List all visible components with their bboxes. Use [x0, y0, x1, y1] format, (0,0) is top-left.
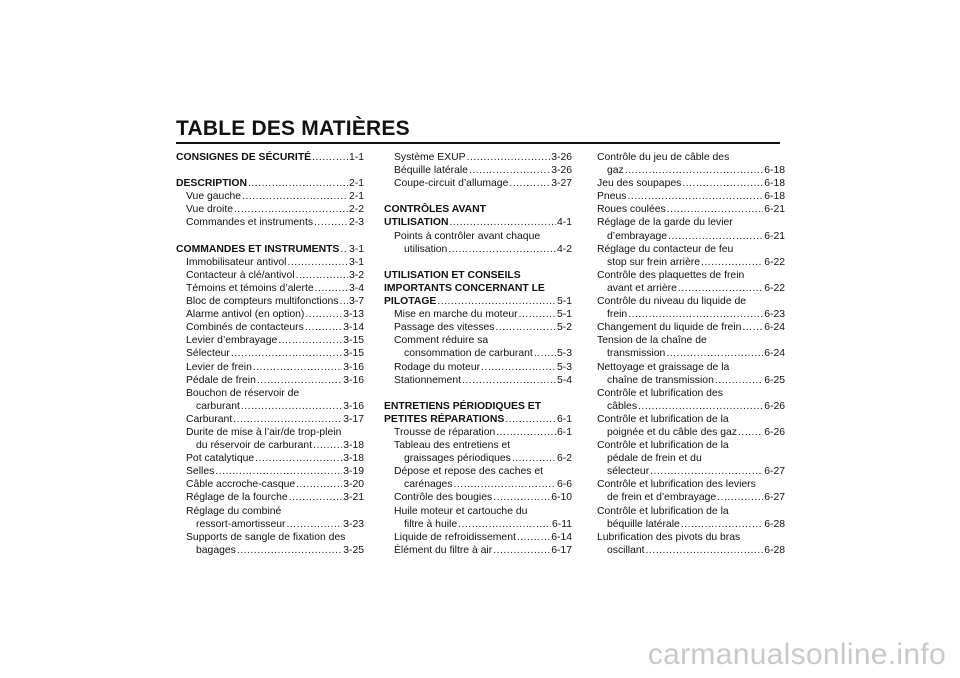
toc-entry-title: Selles [186, 466, 215, 478]
dot-leader [449, 216, 556, 229]
toc-entry-title: poignée et du câble des gaz [607, 426, 737, 438]
toc-entry-title-line: Durite de mise à l’air/de trop-plein [186, 426, 342, 438]
dot-leader [296, 478, 342, 491]
toc-entry[interactable] [176, 203, 364, 216]
toc-entry-title: chaîne de transmission [607, 374, 714, 386]
toc-entry[interactable] [384, 465, 572, 491]
toc-entry[interactable] [384, 544, 572, 557]
toc-entry[interactable] [384, 308, 572, 321]
dot-leader [493, 544, 550, 557]
toc-page-number: 6-22 [764, 282, 785, 294]
toc-entry[interactable] [176, 374, 364, 387]
toc-entry[interactable] [384, 361, 572, 374]
toc-entry-title-line: Contrôle et lubrification des leviers [597, 479, 756, 491]
toc-entry[interactable] [176, 387, 364, 413]
toc-page-number: 6-27 [764, 492, 785, 504]
toc-entry[interactable] [384, 491, 572, 504]
toc-entry[interactable] [597, 361, 785, 387]
dot-leader [517, 531, 550, 544]
toc-page-number: 3-18 [343, 453, 364, 465]
dot-leader [296, 269, 348, 282]
toc-page-number: 6-24 [764, 322, 785, 334]
dot-leader [668, 230, 763, 243]
toc-entry-title: oscillant [607, 544, 645, 556]
dot-leader [519, 308, 556, 321]
toc-entry[interactable] [597, 190, 785, 203]
toc-entry[interactable] [597, 295, 785, 321]
dot-leader [242, 190, 348, 203]
toc-page-number: 6-18 [764, 191, 785, 203]
toc-section-entry[interactable] [384, 203, 572, 229]
toc-entry-title: Commandes et instruments [186, 217, 314, 229]
toc-entry[interactable] [384, 505, 572, 531]
toc-entry-title: transmission [607, 348, 666, 360]
toc-entry-title: Câble accroche-casque [186, 479, 296, 491]
toc-entry-title-line: Tension de la chaîne de [597, 335, 707, 347]
dot-leader [701, 256, 763, 269]
toc-entry-title-line: Contrôle du niveau du liquide de [597, 296, 747, 308]
toc-entry[interactable] [176, 361, 364, 374]
toc-entry[interactable] [176, 295, 364, 308]
toc-entry[interactable] [176, 478, 364, 491]
toc-entry[interactable] [597, 531, 785, 557]
toc-page-number: 3-1 [348, 243, 364, 255]
toc-page-number: 3-4 [348, 282, 364, 294]
dot-leader [667, 203, 763, 216]
toc-entry-title: carburant [196, 400, 240, 412]
toc-page-number: 3-15 [343, 348, 364, 360]
toc-spacer [176, 164, 364, 177]
toc-entry-title: Système EXUP [394, 152, 466, 163]
toc-entry-title: filtre à huile [404, 518, 458, 530]
dot-leader [678, 282, 763, 295]
toc-page-number: 6-24 [764, 348, 785, 360]
toc-page-number: 6-28 [764, 544, 785, 556]
toc-entry[interactable] [597, 321, 785, 334]
toc-page-number: 4-2 [556, 243, 572, 255]
toc-page-number: 6-21 [764, 204, 785, 216]
toc-entry[interactable] [176, 426, 364, 452]
dot-leader [241, 400, 342, 413]
toc-page-number: 3-14 [343, 322, 364, 334]
toc-entry-title: Contrôle des bougies [394, 492, 493, 504]
toc-entry[interactable] [176, 190, 364, 203]
toc-page-number: 6-23 [764, 309, 785, 321]
dot-leader [717, 491, 763, 504]
toc-section-entry[interactable] [384, 400, 572, 426]
toc-entry-title: Sélecteur [186, 348, 230, 360]
toc-entry[interactable] [176, 505, 364, 531]
toc-entry[interactable] [384, 164, 572, 177]
toc-page-number: 6-17 [551, 544, 572, 556]
toc-page-number: 6-18 [764, 165, 785, 177]
dot-leader [234, 203, 348, 216]
dot-leader [682, 177, 763, 190]
toc-entry-title-line: Contrôle du jeu de câble des [597, 152, 730, 163]
toc-page-number: 3-25 [343, 544, 364, 556]
toc-entry-title: CONSIGNES DE SÉCURITÉ [176, 152, 312, 163]
toc-page-number: 5-4 [556, 374, 572, 386]
dot-leader [481, 361, 556, 374]
toc-entry-title-line: Dépose et repose des caches et [394, 466, 544, 478]
toc-entry-title: frein [607, 309, 628, 321]
toc-page-number: 6-25 [764, 374, 785, 386]
toc-entry-title-line: pédale de frein et du [607, 453, 702, 465]
toc-entry-title: Coupe-circuit d’allumage [394, 178, 509, 190]
dot-leader [681, 518, 763, 531]
toc-entry-title-line: Comment réduire sa [394, 335, 489, 347]
dot-leader [509, 177, 550, 190]
toc-page-number: 3-16 [343, 400, 364, 412]
toc-page-number: 3-15 [343, 335, 364, 347]
toc-entry-title: graissages périodiques [404, 453, 511, 465]
toc-page-number: 6-28 [764, 518, 785, 530]
toc-page-number: 6-1 [556, 426, 572, 438]
toc-entry-title: PETITES RÉPARATIONS [384, 413, 505, 425]
toc-entry-title: sélecteur [607, 466, 650, 478]
toc-page-number: 3-7 [348, 296, 364, 308]
toc-page-number: 6-6 [556, 479, 572, 491]
toc-entry[interactable] [176, 491, 364, 504]
toc-entry-title: Stationnement [394, 374, 462, 386]
dot-leader [305, 321, 342, 334]
toc-entry-title-line: ENTRETIENS PÉRIODIQUES ET [384, 400, 542, 412]
toc-page-number: 3-1 [348, 256, 364, 268]
dot-leader [313, 439, 342, 452]
toc-page-number: 2-2 [348, 204, 364, 216]
toc-entry[interactable] [384, 426, 572, 439]
toc-page-number: 3-19 [343, 466, 364, 478]
dot-leader [305, 308, 342, 321]
toc-page-number: 3-2 [348, 269, 364, 281]
toc-entry-title: Mise en marche du moteur [394, 309, 518, 321]
toc-entry-title: du réservoir de carburant [196, 440, 313, 452]
toc-entry-title: avant et arrière [607, 282, 677, 294]
toc-entry[interactable] [176, 413, 364, 426]
toc-entry[interactable] [384, 439, 572, 465]
toc-page-number: 2-1 [348, 178, 364, 190]
toc-entry[interactable] [597, 439, 785, 478]
dot-leader [496, 426, 556, 439]
dot-leader [512, 452, 556, 465]
toc-entry-title-line: Lubrification des pivots du bras [597, 531, 741, 543]
toc-page-number: 6-21 [764, 230, 785, 242]
dot-leader [255, 452, 342, 465]
toc-section-entry[interactable] [176, 243, 364, 256]
dot-leader [437, 295, 556, 308]
toc-entry-title: Levier d’embrayage [186, 335, 278, 347]
watermark: carmanualsonline.info [647, 638, 946, 671]
toc-spacer [384, 387, 572, 400]
dot-leader [467, 151, 551, 164]
toc-entry-title-line: Huile moteur et cartouche du [394, 505, 528, 517]
toc-entry-title: ressort-amortisseur [196, 518, 286, 530]
dot-leader [215, 465, 342, 478]
toc-page-number: 3-18 [343, 440, 364, 452]
toc-page-number: 6-11 [551, 518, 572, 530]
dot-leader [454, 478, 556, 491]
toc-entry-title: Alarme antivol (en option) [186, 309, 305, 321]
dot-leader [287, 256, 347, 269]
toc-column-1 [176, 151, 364, 557]
toc-page-number: 4-1 [556, 217, 572, 229]
toc-entry-title-line: Réglage de la garde du levier [597, 217, 733, 229]
toc-entry-title: Trousse de réparation [394, 426, 496, 438]
toc-page-number: 6-14 [551, 531, 572, 543]
toc-page-number: 6-27 [764, 466, 785, 478]
toc-entry-title: Contacteur à clé/antivol [186, 269, 295, 281]
toc-entry[interactable] [597, 387, 785, 413]
toc-entry-title: Levier de frein [186, 361, 252, 373]
dot-leader [257, 374, 342, 387]
toc-entry-title-line: Contrôle et lubrification de la [597, 413, 729, 425]
dot-leader [448, 243, 556, 256]
toc-page-number: 2-3 [348, 217, 364, 229]
toc-entry-title: Passage des vitesses [394, 322, 495, 334]
toc-entry-title: gaz [607, 165, 624, 177]
dot-leader [233, 413, 342, 426]
dot-leader [638, 400, 763, 413]
toc-entry[interactable] [384, 230, 572, 256]
toc-entry-title: Carburant [186, 413, 233, 425]
toc-entry-title: Pot catalytique [186, 453, 255, 465]
toc-page-number: 3-27 [551, 178, 572, 190]
toc-entry-title: Pneus [597, 191, 627, 203]
toc-entry[interactable] [176, 308, 364, 321]
dot-leader [715, 374, 763, 387]
toc-entry-title: Réglage de la fourche [186, 492, 288, 504]
toc-entry[interactable] [597, 243, 785, 269]
toc-entry[interactable] [597, 203, 785, 216]
toc-page-number: 6-22 [764, 256, 785, 268]
toc-entry-title: Élément du filtre à air [394, 544, 493, 556]
toc-entry-title: béquille latérale [607, 518, 680, 530]
toc-page-number: 5-2 [556, 322, 572, 334]
toc-entry-title: Rodage du moteur [394, 361, 481, 373]
toc-entry-title: Béquille latérale [394, 165, 468, 177]
toc-entry[interactable] [176, 465, 364, 478]
title-rule [176, 142, 780, 144]
toc-entry[interactable] [597, 177, 785, 190]
toc-entry-title: utilisation [404, 243, 448, 255]
toc-page-number: 6-26 [764, 426, 785, 438]
toc-column-2 [384, 151, 572, 557]
toc-entry-title: Roues coulées [597, 204, 666, 216]
dot-leader [312, 151, 348, 164]
dot-leader [628, 308, 763, 321]
toc-entry[interactable] [597, 505, 785, 531]
dot-leader [287, 518, 343, 531]
toc-entry[interactable] [176, 282, 364, 295]
toc-entry[interactable] [597, 413, 785, 439]
toc-entry-title: bagages [196, 544, 236, 556]
toc-entry-title: Vue droite [186, 204, 233, 216]
toc-entry[interactable] [597, 216, 785, 242]
toc-entry-title-line: CONTRÔLES AVANT [384, 204, 486, 216]
toc-entry-title-line: Bouchon de réservoir de [186, 387, 300, 399]
toc-entry-title: Bloc de compteurs multifonctions [186, 296, 339, 308]
toc-column-3 [597, 151, 785, 557]
toc-entry-title: Témoins et témoins d’alerte [186, 282, 314, 294]
dot-leader [627, 190, 763, 203]
toc-page-number: 5-1 [556, 296, 572, 308]
toc-page-number: 1-1 [348, 152, 364, 163]
dot-leader [625, 164, 763, 177]
dot-leader [505, 413, 556, 426]
toc-spacer [176, 230, 364, 243]
dot-leader [650, 465, 763, 478]
dot-leader [314, 216, 348, 229]
toc-entry[interactable] [176, 256, 364, 269]
page-title: TABLE DES MATIÈRES [176, 117, 410, 140]
dot-leader [253, 361, 342, 374]
toc-section-entry[interactable] [384, 269, 572, 308]
toc-page-number: 5-3 [556, 348, 572, 360]
toc-entry-title-line: Contrôle et lubrification des [597, 387, 723, 399]
dot-leader [646, 544, 764, 557]
toc-entry[interactable] [597, 334, 785, 360]
toc-entry-title: consommation de carburant [404, 348, 533, 360]
toc-entry-title-line: Nettoyage et graissage de la [597, 361, 730, 373]
toc-entry-title: Combinés de contacteurs [186, 322, 304, 334]
toc-entry[interactable] [176, 269, 364, 282]
dot-leader [462, 374, 556, 387]
dot-leader [315, 282, 348, 295]
toc-page-number: 3-17 [343, 413, 364, 425]
toc-entry[interactable] [384, 321, 572, 334]
toc-page-number: 6-2 [556, 453, 572, 465]
toc-page-number: 3-26 [551, 152, 572, 163]
dot-leader [666, 347, 763, 360]
toc-entry[interactable] [384, 531, 572, 544]
dot-leader [248, 177, 348, 190]
toc-page-number: 3-16 [343, 374, 364, 386]
toc-entry[interactable] [176, 321, 364, 334]
dot-leader [278, 334, 342, 347]
toc-page-number: 2-1 [348, 191, 364, 203]
toc-entry-title: Immobilisateur antivol [186, 256, 287, 268]
toc-entry-title: Jeu des soupapes [597, 178, 682, 190]
toc-spacer [384, 256, 572, 269]
toc-page-number: 3-13 [343, 309, 364, 321]
toc-entry-title-line: Supports de sangle de fixation des [186, 531, 346, 543]
dot-leader [469, 164, 550, 177]
toc-entry[interactable] [176, 531, 364, 557]
toc-page-number: 3-26 [551, 165, 572, 177]
toc-entry[interactable] [176, 347, 364, 360]
toc-entry-title-line: Contrôle des plaquettes de frein [597, 269, 745, 281]
toc-page-number: 6-10 [551, 492, 572, 504]
toc-entry[interactable] [176, 216, 364, 229]
toc-page-number: 3-23 [343, 518, 364, 530]
dot-leader [231, 347, 342, 360]
toc-section-entry[interactable] [176, 151, 364, 164]
dot-leader [340, 243, 348, 256]
toc-entry-title: Changement du liquide de frein [597, 322, 742, 334]
dot-leader [237, 544, 342, 557]
toc-page-number: 6-18 [764, 178, 785, 190]
toc-entry-title-line: Contrôle et lubrification de la [597, 505, 729, 517]
toc-entry-title: PILOTAGE [384, 296, 437, 308]
toc-entry-title-line: Réglage du combiné [186, 505, 282, 517]
toc-entry-title: Vue gauche [186, 191, 242, 203]
toc-entry-title-line: IMPORTANTS CONCERNANT LE [384, 282, 545, 294]
toc-entry[interactable] [384, 334, 572, 360]
toc-page-number: 5-1 [556, 309, 572, 321]
toc-spacer [384, 190, 572, 203]
toc-entry-title-line: UTILISATION ET CONSEILS [384, 269, 521, 281]
dot-leader [458, 518, 551, 531]
dot-leader [339, 295, 348, 308]
toc-entry-title: câbles [607, 400, 638, 412]
toc-page-number: 3-21 [343, 492, 364, 504]
toc-entry[interactable] [597, 269, 785, 295]
toc-entry-title-line: Tableau des entretiens et [394, 440, 511, 452]
toc-entry[interactable] [597, 151, 785, 177]
toc-entry-title: d’embrayage [607, 230, 668, 242]
dot-leader [289, 491, 343, 504]
toc-entry-title: DESCRIPTION [176, 178, 248, 190]
dot-leader [742, 321, 763, 334]
toc-page-number: 3-16 [343, 361, 364, 373]
toc-entry-title: carénages [404, 479, 453, 491]
toc-entry[interactable] [384, 177, 572, 190]
toc-entry-title-line: Réglage du contacteur de feu [597, 243, 734, 255]
toc-entry[interactable] [176, 334, 364, 347]
dot-leader [534, 347, 556, 360]
toc-entry-title: Liquide de refroidissement [394, 531, 516, 543]
toc-entry-title-line: Points à contrôler avant chaque [394, 230, 541, 242]
toc-entry-title: UTILISATION [384, 217, 449, 229]
toc-entry[interactable] [597, 478, 785, 504]
dot-leader [496, 321, 556, 334]
toc-entry-title: Pédale de frein [186, 374, 256, 386]
toc-entry[interactable] [384, 151, 572, 164]
toc-section-entry[interactable] [176, 177, 364, 190]
toc-entry-title-line: Contrôle et lubrification de la [597, 440, 729, 452]
toc-page-number: 6-26 [764, 400, 785, 412]
toc-page-number: 3-20 [343, 479, 364, 491]
dot-leader [738, 426, 763, 439]
toc-entry-title: de frein et d’embrayage [607, 492, 717, 504]
toc-entry-title: stop sur frein arrière [607, 256, 700, 268]
toc-page-number: 6-1 [556, 413, 572, 425]
toc-entry-title: COMMANDES ET INSTRUMENTS [176, 243, 340, 255]
dot-leader [493, 491, 550, 504]
toc-entry[interactable] [176, 452, 364, 465]
toc-entry[interactable] [384, 374, 572, 387]
toc-page-number: 5-3 [556, 361, 572, 373]
